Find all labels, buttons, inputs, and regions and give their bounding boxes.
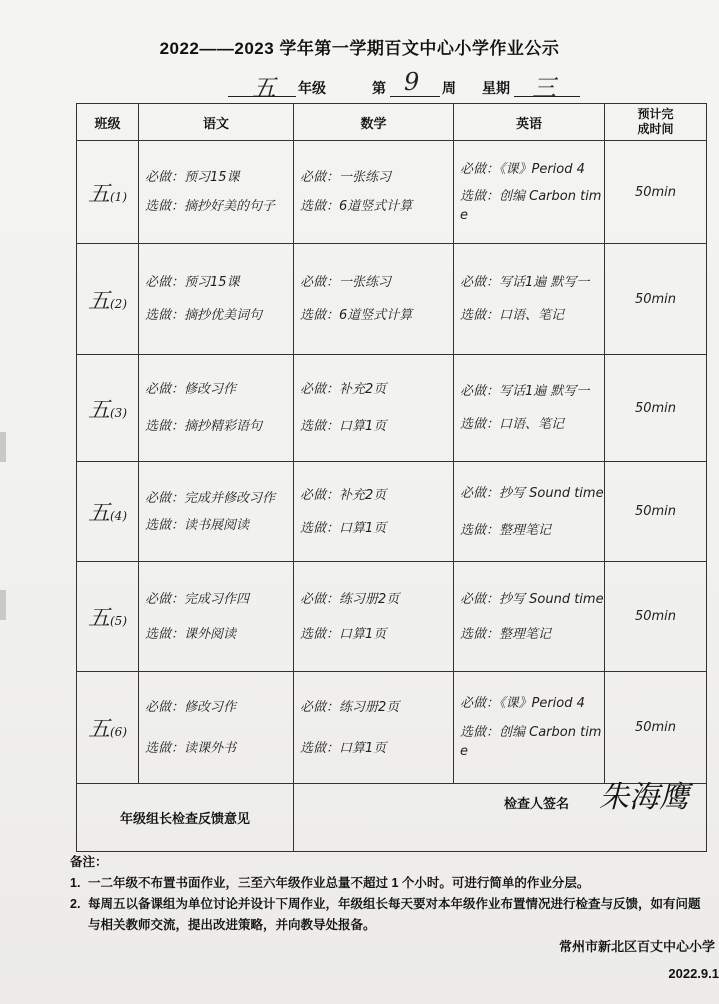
time-cell: 50min	[605, 562, 707, 672]
column-header-math: 数学	[294, 104, 454, 141]
time-cell: 50min	[605, 462, 707, 562]
grade-label: 年级	[298, 80, 326, 96]
checker-signature-label: 检查人签名	[504, 795, 570, 811]
chinese-cell: 必做：完成并修改习作 选做：读书展阅读	[139, 462, 294, 562]
chinese-cell: 必做：预习15课 选做：摘抄优美词句	[139, 244, 294, 355]
math-cell: 必做：补充2页 选做：口算1页	[294, 355, 454, 462]
english-cell: 必做：抄写 Sound time 选做：整理笔记	[454, 462, 605, 562]
chinese-cell: 必做：修改习作 选做：读课外书	[139, 672, 294, 784]
table-row	[77, 672, 707, 784]
table-header-row	[77, 104, 707, 141]
grade-week-line	[0, 68, 719, 102]
math-cell: 必做：一张练习 选做：6道竖式计算	[294, 141, 454, 244]
time-cell: 50min	[605, 141, 707, 244]
math-cell: 必做：一张练习 选做：6道竖式计算	[294, 244, 454, 355]
class-cell: 五(3)	[77, 355, 139, 462]
math-cell: 必做：练习册2页 选做：口算1页	[294, 562, 454, 672]
math-cell: 必做：补充2页 选做：口算1页	[294, 462, 454, 562]
table-row	[77, 462, 707, 562]
time-cell: 50min	[605, 355, 707, 462]
column-header-class: 班级	[77, 104, 139, 141]
class-cell: 五(6)	[77, 672, 139, 784]
class-cell: 五(1)	[77, 141, 139, 244]
week-label: 周	[442, 80, 456, 96]
homework-table	[76, 103, 707, 852]
english-cell: 必做：《课》Period 4 选做：创编 Carbon time	[454, 141, 605, 244]
table-row	[77, 355, 707, 462]
english-cell: 必做：抄写 Sound time 选做：整理笔记	[454, 562, 605, 672]
chinese-cell: 必做：完成习作四 选做：课外阅读	[139, 562, 294, 672]
column-header-english: 英语	[454, 104, 605, 141]
chinese-cell: 必做：预习15课 选做：摘抄好美的句子	[139, 141, 294, 244]
note-item: 1. 一二年级不布置书面作业，三至六年级作业总量不超过 1 个小时。可进行简单的作业分层。	[70, 876, 590, 890]
notes-section	[70, 852, 710, 936]
math-cell: 必做：练习册2页 选做：口算1页	[294, 672, 454, 784]
page-edge-mark	[0, 590, 6, 620]
column-header-time: 预计完 成时间	[605, 104, 707, 141]
class-cell: 五(4)	[77, 462, 139, 562]
feedback-row	[77, 784, 707, 852]
table-row	[77, 244, 707, 355]
time-cell: 50min	[605, 244, 707, 355]
english-cell: 必做：写话1遍 默写一 选做：口语、笔记	[454, 244, 605, 355]
document-date: 2022.9.1	[668, 966, 719, 981]
weekday-label: 星期	[482, 80, 510, 96]
weekday-value: 三	[532, 74, 556, 102]
english-cell: 必做：《课》Period 4 选做：创编 Carbon time	[454, 672, 605, 784]
checker-signature: 朱海鹰	[599, 779, 689, 815]
school-name: 常州市新北区百丈中心小学	[558, 939, 715, 954]
class-cell: 五(5)	[77, 562, 139, 672]
week-value: 9	[404, 68, 420, 96]
grade-value: 五	[252, 74, 276, 102]
notes-heading: 备注：	[70, 855, 108, 869]
feedback-label: 年级组长检查反馈意见	[77, 784, 294, 852]
column-header-chinese: 语文	[139, 104, 294, 141]
class-cell: 五(2)	[77, 244, 139, 355]
page-edge-mark	[0, 432, 6, 462]
chinese-cell: 必做：修改习作 选做：摘抄精彩语句	[139, 355, 294, 462]
table-row	[77, 562, 707, 672]
table-row	[77, 141, 707, 244]
note-item: 2. 每周五以备课组为单位讨论并设计下周作业，年级组长每天要对本年级作业布置情况进行检查与反馈，如有问题与相关教师交流，提出改进策略，并向教导处报备。	[70, 897, 701, 932]
time-cell: 50min	[605, 672, 707, 784]
page-title: 2022——2023 学年第一学期百文中心小学作业公示	[159, 39, 560, 58]
feedback-cell	[294, 779, 707, 852]
english-cell: 必做：写话1遍 默写一 选做：口语、笔记	[454, 355, 605, 462]
week-prefix: 第	[372, 80, 386, 96]
